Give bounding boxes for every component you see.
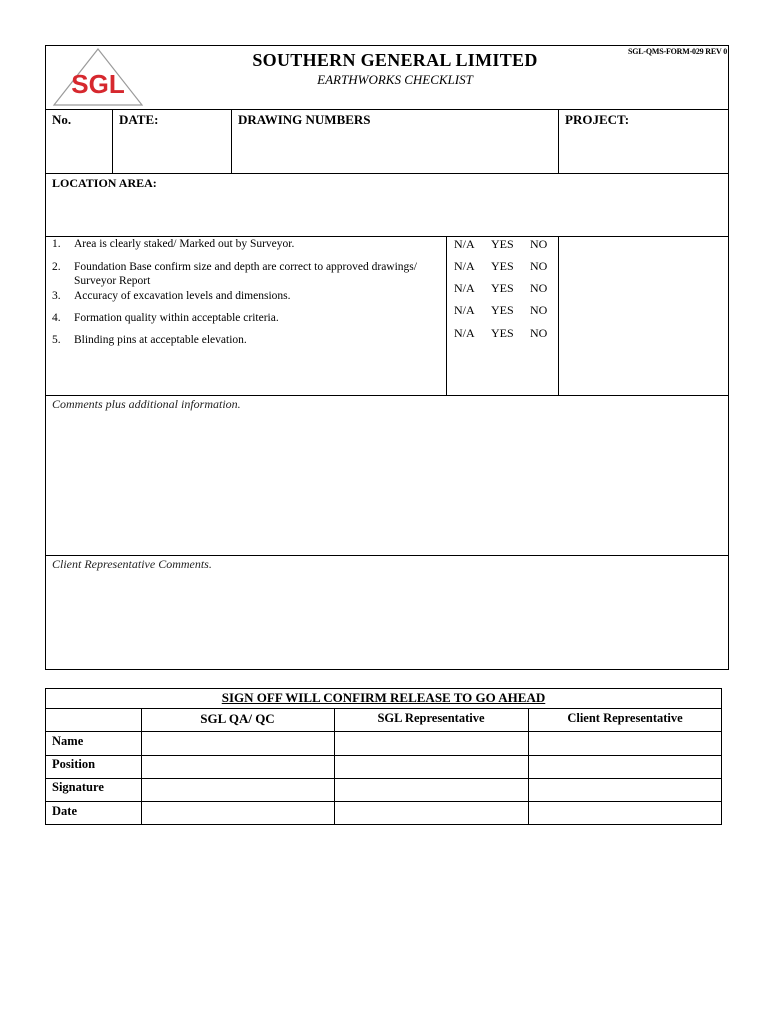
no-option[interactable]: NO <box>530 259 548 273</box>
drawing-numbers-label: DRAWING NUMBERS <box>238 112 371 127</box>
client-comments-field[interactable] <box>46 574 728 669</box>
item-number: 5. <box>52 334 61 346</box>
row-label-position: Position <box>52 757 96 771</box>
checklist-item <box>52 312 442 324</box>
yes-option[interactable]: YES <box>491 281 514 295</box>
qa-qc-signature-field[interactable] <box>142 779 334 801</box>
additional-comments-label: Comments plus additional information. <box>52 397 241 411</box>
column-header-sgl-representative: SGL Representative <box>377 711 485 725</box>
qa-qc-date-field[interactable] <box>142 802 334 824</box>
qa-qc-name-field[interactable] <box>142 732 334 754</box>
na-option[interactable]: N/A <box>454 281 475 295</box>
date-label: DATE: <box>119 112 159 127</box>
additional-comments-field[interactable] <box>46 414 728 554</box>
na-option[interactable]: N/A <box>454 237 475 251</box>
item-number: 4. <box>52 312 61 324</box>
no-label: No. <box>52 112 72 127</box>
company-logo <box>50 47 146 107</box>
no-option[interactable]: NO <box>530 303 548 317</box>
no-option[interactable]: NO <box>530 237 548 251</box>
form-code: SGL-QMS-FORM-029 REV 0 <box>627 47 727 56</box>
item-text: Area is clearly staked/ Marked out by Surveyor. <box>74 238 295 250</box>
column-header-client-representative: Client Representative <box>567 711 683 725</box>
form-subtitle: EARTHWORKS CHECKLIST <box>317 72 473 87</box>
sgl-rep-position-field[interactable] <box>335 756 528 778</box>
client-comments-label: Client Representative Comments. <box>52 557 212 571</box>
company-name: SOUTHERN GENERAL LIMITED <box>252 50 538 70</box>
checklist-item <box>52 260 422 288</box>
item-text: Blinding pins at acceptable elevation. <box>74 334 247 346</box>
yes-option[interactable]: YES <box>491 259 514 273</box>
item-text: Formation quality within acceptable criteria. <box>74 312 279 324</box>
client-rep-name-field[interactable] <box>529 732 721 754</box>
client-rep-date-field[interactable] <box>529 802 721 824</box>
row-label-signature: Signature <box>52 780 104 794</box>
column-header-sgl-qa-qc: SGL QA/ QC <box>200 711 275 726</box>
checklist-item <box>52 290 442 302</box>
item-number: 3. <box>52 290 61 302</box>
row-label-name: Name <box>52 734 84 748</box>
qa-qc-position-field[interactable] <box>142 756 334 778</box>
signoff-title: SIGN OFF WILL CONFIRM RELEASE TO GO AHEAD <box>221 690 546 705</box>
item-text: Accuracy of excavation levels and dimensions. <box>74 290 291 302</box>
checklist-item <box>52 334 442 346</box>
no-option[interactable]: NO <box>530 281 548 295</box>
na-option[interactable]: N/A <box>454 259 475 273</box>
client-rep-signature-field[interactable] <box>529 779 721 801</box>
location-area-label: LOCATION AREA: <box>52 176 157 190</box>
logo-triangle-icon <box>50 47 146 107</box>
yes-option[interactable]: YES <box>491 326 514 340</box>
logo-text: SGL <box>71 69 125 99</box>
sgl-rep-date-field[interactable] <box>335 802 528 824</box>
sgl-rep-signature-field[interactable] <box>335 779 528 801</box>
na-option[interactable]: N/A <box>454 303 475 317</box>
yes-option[interactable]: YES <box>491 237 514 251</box>
checklist-item <box>52 238 442 250</box>
na-option[interactable]: N/A <box>454 326 475 340</box>
no-option[interactable]: NO <box>530 326 548 340</box>
item-text: Foundation Base confirm size and depth are correct to approved drawings/ Surveyor Report <box>74 261 417 287</box>
client-rep-position-field[interactable] <box>529 756 721 778</box>
project-label: PROJECT: <box>565 112 630 127</box>
item-number: 1. <box>52 238 61 250</box>
row-label-date: Date <box>52 804 77 818</box>
item-number: 2. <box>52 261 61 273</box>
sgl-rep-name-field[interactable] <box>335 732 528 754</box>
yes-option[interactable]: YES <box>491 303 514 317</box>
